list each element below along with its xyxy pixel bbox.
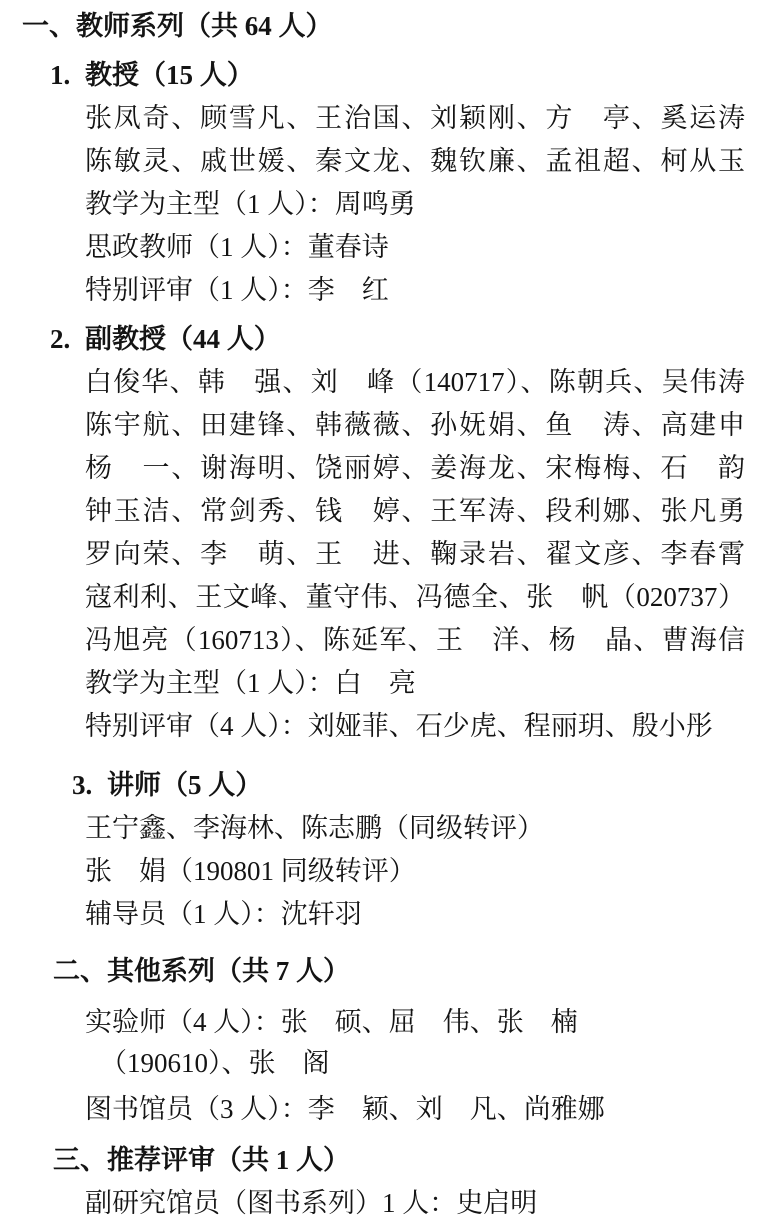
professor-ideology-teacher-line: 思政教师（1 人）：董春诗 xyxy=(85,232,389,262)
professor-heading-title: 教授（15 人） xyxy=(85,60,254,90)
associate-professor-names-line: 陈宇航、田建锋、韩薇薇、孙妩娟、鱼 涛、高建申 xyxy=(85,410,745,440)
series-2-heading: 二、其他系列（共 7 人） xyxy=(53,956,350,986)
associate-professor-teaching-type-line: 教学为主型（1 人）：白 亮 xyxy=(85,668,416,698)
lecturer-heading xyxy=(0,764,765,807)
professor-names-line: 张凤奇、顾雪凡、王治国、刘颖刚、方 亭、奚运涛 xyxy=(85,103,745,133)
associate-professor-names-line: 钟玉洁、常剑秀、钱 婷、王军涛、段利娜、张凡勇 xyxy=(85,496,745,526)
associate-professor-names-line: 杨 一、谢海明、饶丽婷、姜海龙、宋梅梅、石 韵 xyxy=(85,453,745,483)
professor-heading-number: 1. xyxy=(50,60,71,90)
associate-professor-heading-title: 副教授（44 人） xyxy=(85,324,281,354)
experimentalist-continuation-line: （190610）、张 阁 xyxy=(100,1048,330,1078)
librarian-line: 图书馆员（3 人）：李 颖、刘 凡、尚雅娜 xyxy=(85,1094,605,1124)
lecturer-heading-title: 讲师（5 人） xyxy=(107,770,263,800)
counselor-line: 辅导员（1 人）：沈轩羽 xyxy=(85,899,362,929)
experimentalist-line: 实验师（4 人）：张 硕、屈 伟、张 楠 xyxy=(85,1007,578,1037)
professor-special-review-line: 特别评审（1 人）：李 红 xyxy=(85,275,389,305)
professor-teaching-type-line: 教学为主型（1 人）：周鸣勇 xyxy=(85,189,416,219)
associate-professor-heading-number: 2. xyxy=(50,324,71,354)
associate-professor-names-line: 冯旭亮（160713）、陈延军、王 洋、杨 晶、曹海信 xyxy=(85,625,745,655)
associate-professor-heading xyxy=(0,318,765,361)
lecturer-heading-number: 3. xyxy=(72,770,93,800)
lecturer-names-line: 王宁鑫、李海林、陈志鹏（同级转评） xyxy=(85,813,544,843)
recommendation-line: 副研究馆员（图书系列）1 人：史启明 xyxy=(85,1188,538,1218)
associate-professor-names-line: 罗向荣、李 萌、王 进、鞠录岩、翟文彦、李春霄 xyxy=(85,539,745,569)
professor-names-line: 陈敏灵、戚世媛、秦文龙、魏钦廉、孟祖超、柯从玉 xyxy=(85,146,745,176)
associate-professor-names-line: 寇利利、王文峰、董守伟、冯德全、张 帆（020737） xyxy=(85,582,745,612)
series-1-heading: 一、教师系列（共 64 人） xyxy=(22,11,333,41)
series-3-heading: 三、推荐评审（共 1 人） xyxy=(53,1145,350,1175)
associate-professor-names-line: 白俊华、韩 强、刘 峰（140717）、陈朝兵、吴伟涛 xyxy=(85,367,745,397)
lecturer-names-line: 张 娟（190801 同级转评） xyxy=(85,856,416,886)
professor-heading xyxy=(0,54,765,97)
associate-professor-special-review-line: 特别评审（4 人）：刘娅菲、石少虎、程丽玥、殷小彤 xyxy=(85,711,713,741)
